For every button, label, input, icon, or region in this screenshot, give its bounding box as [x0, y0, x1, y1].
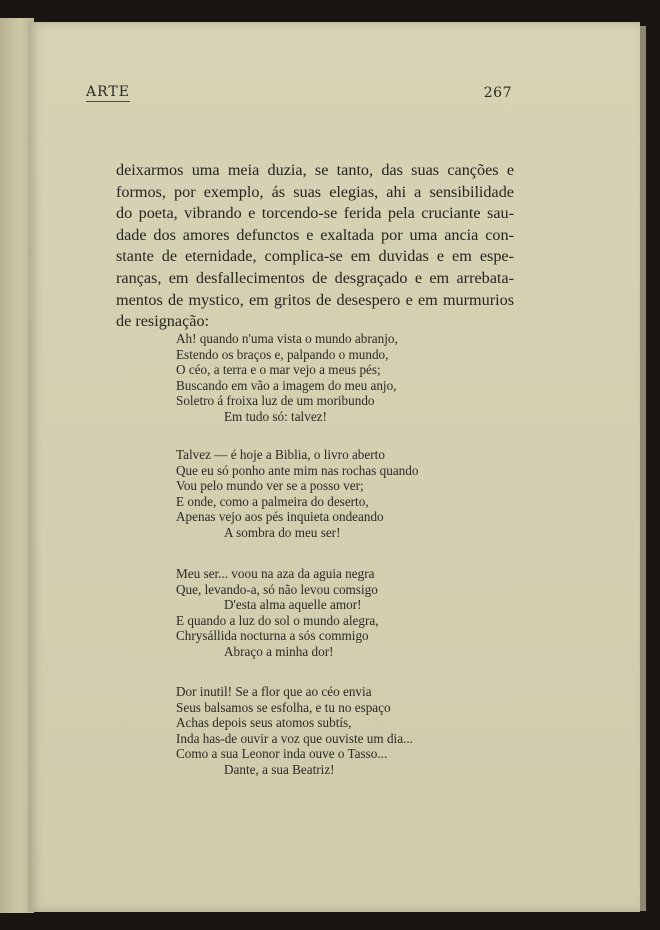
verse-line: Como a sua Leonor inda ouve o Tasso... — [176, 746, 388, 761]
verse-indented-line: D'esta alma aquelle amor! — [224, 597, 362, 612]
poem-stanza-1 — [176, 331, 476, 424]
verse-line: Ah! quando n'uma vista o mundo abranjo, — [176, 331, 398, 346]
verse-line: Soletro á froixa luz de um moribundo — [176, 393, 375, 408]
verse-line: Inda has-de ouvir a voz que ouviste um dia... — [176, 730, 413, 746]
verse-line: Apenas vejo aos pés inquieta ondeando — [176, 509, 384, 524]
verse-refrain: Em tudo só: talvez! — [224, 408, 327, 424]
verse-refrain: Abraço a minha dor! — [224, 643, 334, 659]
verse-line: Dor inutil! Se a flor que ao céo envia — [176, 684, 372, 699]
verse-line: Estendo os braços e, palpando o mundo, — [176, 346, 389, 362]
verse-line: Buscando em vão a imagem do meu anjo, — [176, 377, 397, 393]
verse-line: E quando a luz do sol o mundo alegra, — [176, 612, 379, 628]
verse-line: E onde, como a palmeira do deserto, — [176, 493, 369, 509]
running-title: ARTE — [86, 84, 130, 100]
verse-line: Talvez — é hoje a Biblia, o livro aberto — [176, 447, 385, 462]
poem-stanza-3 — [176, 566, 476, 659]
body-line: do poeta, vibrando e torcendo-se ferida pela cruciante sau- — [116, 204, 514, 223]
body-line: dade dos amores defunctos e exaltada por uma ancia con- — [116, 225, 514, 244]
page-number: 267 — [483, 85, 512, 101]
verse-refrain: Dante, a sua Beatriz! — [224, 761, 335, 777]
verse-line: Seus balsamos se esfolha, e tu no espaço — [176, 699, 391, 715]
verse-line: Que, levando-a, só não levou comsigo — [176, 581, 378, 597]
body-line: stante de eternidade, complica-se em duvidas e em espe- — [116, 247, 514, 266]
body-line: deixarmos uma meia duzia, se tanto, das suas canções e — [116, 161, 514, 179]
body-line: de resignação: — [116, 312, 210, 331]
body-line: formos, por exemplo, ás suas elegias, ahi a sensibilidade — [116, 182, 514, 201]
verse-line: Achas depois seus atomos subtís, — [176, 715, 352, 730]
verse-line: Chrysállida nocturna a sós commigo — [176, 628, 369, 643]
body-line: mentos de mystico, em gritos de desespero e em murmurios — [116, 290, 514, 309]
verse-line: O céo, a terra e o mar vejo a meus pés; — [176, 362, 381, 377]
verse-refrain: A sombra do meu ser! — [224, 524, 341, 540]
poem-stanza-2 — [176, 447, 476, 540]
verse-line: Que eu só ponho ante mim nas rochas quando — [176, 462, 419, 478]
body-line: ranças, em desfallecimentos de desgraçado e em arrebata- — [116, 268, 514, 287]
page-right-edge — [640, 26, 646, 911]
body-paragraph — [116, 160, 514, 333]
poem-stanza-4 — [176, 684, 476, 777]
verse-line: Meu ser... voou na aza da aguia negra — [176, 566, 375, 581]
page-header — [86, 84, 512, 108]
verse-line: Vou pelo mundo ver se a posso ver; — [176, 478, 364, 493]
